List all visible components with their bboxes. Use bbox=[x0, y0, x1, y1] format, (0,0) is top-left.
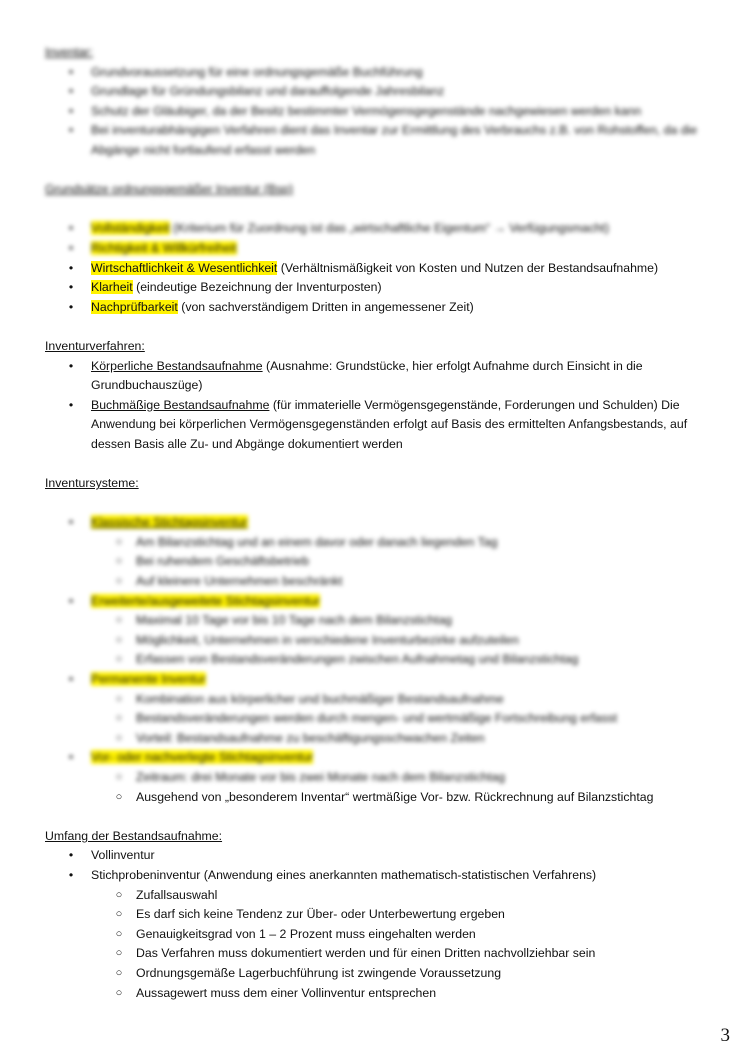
circle-bullet-icon: ○ bbox=[115, 712, 123, 725]
heading-verfahren: Inventurverfahren: bbox=[45, 338, 145, 353]
bullet-icon: • bbox=[68, 358, 74, 373]
list-item: • Erweiterte/ausgeweitete Stichtagsinventur bbox=[45, 592, 700, 612]
sub-list-item: ○ Ausgehend von „besonderem Inventar“ wertmäßige Vor- bzw. Rückrechnung auf Bilanzstichtag bbox=[45, 788, 700, 808]
bullet-icon: • bbox=[68, 260, 74, 275]
circle-bullet-icon: ○ bbox=[115, 614, 123, 627]
sub-list-item: ○ Erfassen von Bestandsveränderungen zwischen Aufnahmetag und Bilanzstichtag bbox=[45, 650, 700, 670]
list-item: • Klassische Stichtagsinventur bbox=[45, 513, 700, 533]
sub-list-item: ○ Bei ruhendem Geschäftsbetrieb bbox=[45, 552, 700, 572]
circle-bullet-icon: ○ bbox=[115, 731, 123, 744]
sub-list-item: ○ Bestandsveränderungen werden durch mengen- und wertmäßige Fortschreibung erfasst bbox=[45, 709, 700, 729]
circle-bullet-icon: ○ bbox=[115, 790, 123, 803]
list-item: • Grundlage für Gründungsbilanz und darauffolgende Jahresbilanz bbox=[45, 82, 700, 102]
list-item: • Wirtschaftlichkeit & Wesentlichkeit (Verhältnismäßigkeit von Kosten und Nutzen der Bestandsaufnahme) bbox=[45, 259, 700, 279]
sub-list-item: ○ Maximal 10 Tage vor bis 10 Tage nach dem Bilanzstichtag bbox=[45, 611, 700, 631]
list-item: • Vollinventur bbox=[45, 846, 700, 866]
bullet-icon: • bbox=[68, 84, 74, 99]
list-inventar bbox=[45, 63, 700, 161]
list-systeme bbox=[45, 513, 700, 807]
circle-bullet-icon: ○ bbox=[115, 986, 123, 999]
list-item: • Schutz der Gläubiger, da der Besitz bestimmter Vermögensgegenstände nachgewiesen werden kann bbox=[45, 102, 700, 122]
circle-bullet-icon: ○ bbox=[115, 908, 123, 921]
bullet-icon: • bbox=[68, 103, 74, 118]
list-item: • Bei inventurabhängigen Verfahren dient das Inventar zur Ermittlung des Verbrauchs z.B. von Rohstoffen, da die Abgänge nicht fortlaufend erfasst werden bbox=[45, 121, 700, 160]
bullet-icon: • bbox=[68, 867, 74, 882]
page-number: 3 bbox=[720, 1025, 730, 1047]
section-verfahren bbox=[45, 337, 700, 455]
circle-bullet-icon: ○ bbox=[115, 888, 123, 901]
bullet-icon: • bbox=[68, 299, 74, 314]
bullet-icon: • bbox=[68, 397, 74, 412]
heading-systeme: Inventursysteme: bbox=[45, 476, 139, 491]
bullet-icon: • bbox=[68, 672, 74, 686]
list-item: • Körperliche Bestandsaufnahme (Ausnahme: Grundstücke, hier erfolgt Aufnahme durch Einsicht in die Grundbuchauszüge) bbox=[45, 357, 700, 396]
heading-umfang: Umfang der Bestandsaufnahme: bbox=[45, 828, 223, 843]
sub-list-item: ○ Aussagewert muss dem einer Vollinventur entsprechen bbox=[45, 984, 700, 1004]
sub-list-item: ○ Ordnungsgemäße Lagerbuchführung ist zwingende Voraussetzung bbox=[45, 964, 700, 984]
section-systeme bbox=[45, 474, 700, 807]
sub-list-item: ○ Kombination aus körperlicher und buchmäßiger Bestandsaufnahme bbox=[45, 690, 700, 710]
section-grundsaetze bbox=[45, 180, 700, 317]
circle-bullet-icon: ○ bbox=[115, 692, 123, 705]
list-item: • Vor- oder nachverlegte Stichtagsinventur bbox=[45, 748, 700, 768]
bullet-icon: • bbox=[68, 750, 74, 765]
section-umfang bbox=[45, 827, 700, 1003]
bullet-icon: • bbox=[68, 593, 74, 608]
circle-bullet-icon: ○ bbox=[115, 555, 123, 568]
sub-list-item: ○ Möglichkeit, Unternehmen in verschiedene Inventurbezirke aufzuteilen bbox=[45, 631, 700, 651]
bullet-icon: • bbox=[68, 515, 74, 530]
list-grundsaetze bbox=[45, 219, 700, 317]
sub-list-item: ○ Es darf sich keine Tendenz zur Über- oder Unterbewertung ergeben bbox=[45, 905, 700, 925]
list-verfahren bbox=[45, 357, 700, 455]
section-inventar bbox=[45, 43, 700, 161]
list-item: • Nachprüfbarkeit (von sachverständigem Dritten in angemessener Zeit) bbox=[45, 298, 700, 318]
heading-inventar: Inventar: bbox=[45, 45, 93, 59]
sub-list-item: ○ Das Verfahren muss dokumentiert werden und für einen Dritten nachvollziehbar sein bbox=[45, 944, 700, 964]
list-item: • Vollständigkeit (Kriterium für Zuordnung ist das „wirtschaftliche Eigentum“ → Verfügungsmacht) bbox=[45, 219, 700, 239]
sub-list-item: ○ Vorteil: Bestandsaufnahme zu beschäftigungsschwachen Zeiten bbox=[45, 729, 700, 749]
sub-list-item: ○ Zeitraum: drei Monate vor bis zwei Monate nach dem Bilanzstichtag bbox=[45, 768, 700, 788]
bullet-icon: • bbox=[68, 64, 74, 79]
sub-list-item: ○ Zufallsauswahl bbox=[45, 886, 700, 906]
document-page bbox=[45, 43, 700, 1003]
sub-list-item: ○ Genauigkeitsgrad von 1 – 2 Prozent muss eingehalten werden bbox=[45, 925, 700, 945]
circle-bullet-icon: ○ bbox=[115, 633, 123, 646]
list-item: • Klarheit (eindeutige Bezeichnung der Inventurposten) bbox=[45, 278, 700, 298]
circle-bullet-icon: ○ bbox=[115, 575, 123, 588]
circle-bullet-icon: ○ bbox=[115, 653, 123, 666]
bullet-icon: • bbox=[68, 280, 74, 295]
circle-bullet-icon: ○ bbox=[115, 535, 123, 548]
bullet-icon: • bbox=[68, 123, 74, 138]
circle-bullet-icon: ○ bbox=[115, 947, 123, 960]
bullet-icon: • bbox=[68, 240, 74, 255]
list-item: • Buchmäßige Bestandsaufnahme (für immaterielle Vermögensgegenstände, Forderungen und Schulden) Die Anwendung bei körperlichen Vermögensgegenständen erfolgt auf Basis des ermittelten Anfangsbestands, auf dessen Basis alle Zu- und Abgänge dokumentiert werden bbox=[45, 396, 700, 455]
circle-bullet-icon: ○ bbox=[115, 770, 123, 783]
sub-list-item: ○ Am Bilanzstichtag und an einem davor oder danach liegenden Tag bbox=[45, 533, 700, 553]
circle-bullet-icon: ○ bbox=[115, 927, 123, 940]
circle-bullet-icon: ○ bbox=[115, 966, 123, 979]
list-item: • Permanente Inventur bbox=[45, 670, 700, 690]
sub-list-item: ○ Auf kleinere Unternehmen beschränkt bbox=[45, 572, 700, 592]
bullet-icon: • bbox=[68, 848, 74, 863]
heading-grundsaetze: Grundsätze ordnungsgemäßer Inventur (Bsp) bbox=[45, 182, 294, 197]
list-item: • Stichprobeninventur (Anwendung eines anerkannten mathematisch-statistischen Verfahrens) bbox=[45, 866, 700, 886]
list-item: • Richtigkeit & Willkürfreiheit bbox=[45, 239, 700, 259]
list-item: • Grundvoraussetzung für eine ordnungsgemäße Buchführung bbox=[45, 63, 700, 83]
list-umfang bbox=[45, 846, 700, 1003]
bullet-icon: • bbox=[68, 221, 74, 236]
